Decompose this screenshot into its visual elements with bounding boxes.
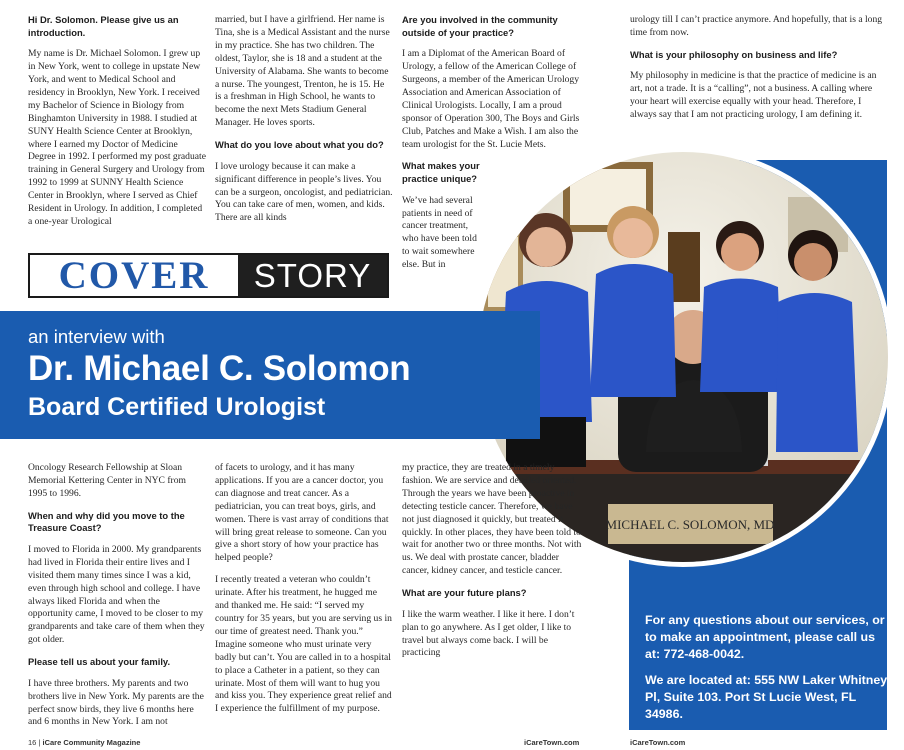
- story-word: STORY: [238, 255, 387, 296]
- answer-paragraph: We’ve had several patients in need of cancer treatment, who have been told to wait somewhere else. But in: [402, 194, 477, 271]
- doctor-name: Dr. Michael C. Solomon: [28, 349, 411, 388]
- question-heading: Are you involved in the community outside of your practice?: [402, 14, 558, 38]
- question-heading: Hi Dr. Solomon. Please give us an introduction.: [28, 14, 179, 38]
- answer-paragraph: my practice, they are treated in a timely fashion. We are service and detailed oriented. Through the years we have been proactive in detecting testicle cancer. Therefore, we have not just diagnosed it quickly, but treated it quickly. In other places, they have been told to wait for another two or three months. Not with us. We deal with prostate cancer, bladder cancer, kidney cancer, and testicle cancer.: [402, 462, 582, 577]
- answer-paragraph: I like the warm weather. I like it here. I don’t plan to go anywhere. As I get older, I like to travel but always come back. I will be practicing: [402, 608, 575, 659]
- doctor-title: Board Certified Urologist: [28, 393, 326, 421]
- article-column-4-top: [630, 14, 888, 131]
- site-url: iCareTown.com: [524, 738, 580, 747]
- answer-paragraph: I love urology because it can make a significant difference in people’s lives. You can be a surgeon, oncologist, and pediatrician. You can take care of men, women, and kids. There are all kinds: [215, 160, 393, 224]
- article-column-3-bottom: [402, 462, 582, 669]
- article-column-1-bottom: [28, 462, 206, 738]
- question-heading: What is your philosophy on business and life?: [630, 48, 838, 60]
- question-heading: Please tell us about your family.: [28, 656, 171, 668]
- article-column-2-top: [215, 14, 393, 234]
- cover-story-label: [28, 253, 389, 298]
- footer-url-right: [630, 738, 685, 747]
- question-heading: What do you love about what you do?: [215, 139, 384, 151]
- cover-word: COVER: [30, 255, 238, 296]
- desk-nameplate: MICHAEL C. SOLOMON, MD: [605, 517, 775, 532]
- page-number: 16: [28, 738, 37, 747]
- question-heading: What makes your practice unique?: [402, 160, 480, 185]
- site-url: iCareTown.com: [630, 738, 686, 747]
- answer-paragraph: married, but I have a girlfriend. Her name is Tina, she is a Medical Assistant and the nurse in my practice. She has two children. The oldest, Taylor, she is 18 and a student at the University of Alabama. She wants to become a nurse. The youngest, Trenton, he is 15. He is a freshman in High School, he wants to become the next Mets Stadium General Manager. He loves sports.: [215, 14, 390, 129]
- answer-paragraph: My philosophy in medicine is that the practice of medicine is an art, not a trade. It is a “calling”, not a business. A calling where your heart will exercise equally with your head. Therefore, I always say that I am not practicing urology, I am defining it.: [630, 70, 877, 121]
- question-heading: When and why did you move to the Treasure Coast?: [28, 509, 185, 534]
- banner-subtitle: an interview with: [28, 326, 165, 347]
- footer-url-left: [524, 738, 579, 747]
- article-column-1-top: [28, 14, 206, 238]
- magazine-name: iCare Community Magazine: [42, 738, 141, 747]
- answer-paragraph: urology till I can’t practice anymore. And hopefully, that is a long time from now.: [630, 14, 883, 38]
- footer-separator: |: [38, 738, 41, 747]
- contact-info: [645, 612, 890, 733]
- answer-paragraph: I recently treated a veteran who couldn’t urinate. After his treatment, he hugged me and thanked me. He said: “I served my country for 35 years, but you are serving us in our time of greatest need. Thank you.” Imagine someone who must urinate very badly but can’t. You are called in to a hospital to place a Catheter in a patient, so they can urinate. Most of them will want to hug you and kiss you. They experience great relief and I experience the fulfillment of my purpose.: [215, 574, 392, 715]
- answer-paragraph: of facets to urology, and it has many applications. If you are a cancer doctor, you can diagnose and treat cancer. As a pediatrician, you can treat boys, girls, and women. There is vast array of conditions that will bring great release to someone. Can you give a short story of how your practice has helped people?: [215, 462, 389, 564]
- contact-phone-text: For any questions about our services, or to make an appointment, please call us at: 772-468-0042.: [645, 613, 885, 661]
- answer-paragraph: I moved to Florida in 2000. My grandparents had lived in Florida their entire lives and I visited them many times since I was a kid, even through high school and college. I have always liked Florida and when the opportunity came, I moved to be closer to my grandparents and take care of them when they got older.: [28, 543, 205, 646]
- contact-address-text: We are located at: 555 NW Laker Whitney Pl, Suite 103. Port St Lucie West, FL 34986.: [645, 673, 888, 721]
- page-footer-left: [28, 738, 140, 747]
- answer-paragraph: I have three brothers. My parents and two brothers live in New York. My parents are the perfect snow birds, they live 6 months here and 6 months in New York. I am not: [28, 677, 204, 728]
- answer-paragraph: My name is Dr. Michael Solomon. I grew up in New York, went to college in upstate New York, and went to Medical School and residency in Brooklyn, New York. I received my Bachelor of Science in Biology from Binghamton University in 1988. I studied at SUNY Health Science Center at Brooklyn, where I earned my Doctor of Medicine Degree in 1992. I performed my post graduate training in General Surgery and Urology from 1992 to 1999 at SUNNY Health Science Center in Brooklyn, where I served as Chief Resident in Urology. In addition, I completed a one-year Urological: [28, 48, 206, 227]
- answer-paragraph: Oncology Research Fellowship at Sloan Memorial Kettering Center in NYC from 1995 to 1996.: [28, 462, 186, 499]
- interview-banner: [0, 311, 540, 439]
- question-heading: What are your future plans?: [402, 587, 527, 599]
- answer-paragraph: I am a Diplomat of the American Board of Urology, a fellow of the American College of Surgeons, a member of the American Urology Association and American Association of Clinical Urologists. Locally, I am a proud sponsor of Operation 300, The Boys and Girls Club, Patches and Make a Wish. I am also the team urologist for the St. Lucie Mets.: [402, 48, 580, 150]
- article-column-2-bottom: [215, 462, 393, 725]
